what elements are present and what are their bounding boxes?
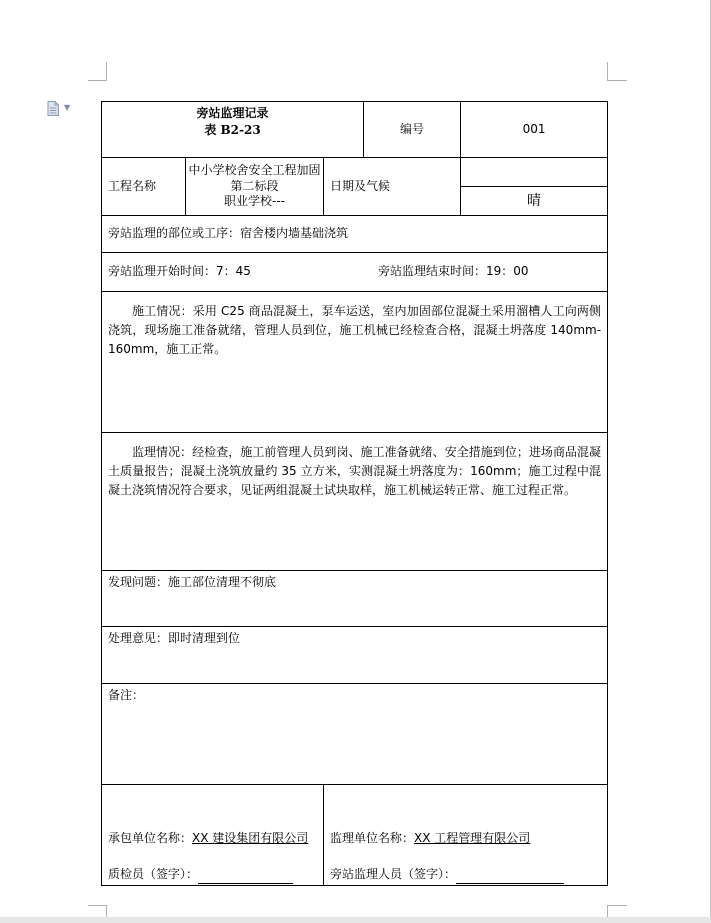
number-label: 编号 xyxy=(364,102,461,158)
date-value xyxy=(461,158,607,186)
crop-mark-br-v xyxy=(607,905,608,917)
supervisor-block xyxy=(324,785,608,886)
issues: 发现问题：施工部位清理不彻底 xyxy=(102,571,608,627)
number-value: 001 xyxy=(461,102,608,158)
part-process: 旁站监理的部位或工序：宿舍楼内墙基础浇筑 xyxy=(102,216,608,253)
handling: 处理意见：即时清理到位 xyxy=(102,627,608,684)
chevron-down-icon[interactable]: ▼ xyxy=(64,103,71,112)
crop-mark-tr-v xyxy=(607,62,608,81)
contractor-line xyxy=(108,829,317,848)
contractor-label: 承包单位名称： xyxy=(108,831,193,845)
date-weather-label: 日期及气候 xyxy=(324,158,461,216)
time-row xyxy=(102,253,608,292)
end-time: 旁站监理结束时间：19：00 xyxy=(378,264,529,279)
construction-status: 施工情况：采用 C25 商品混凝土，泵车运送，室内加固部位混凝土采用溜槽人工向两侧浇筑，现场施工准备就绪，管理人员到位，施工机械已经检查合格，混凝土坍落度 140mm-160mm，施工正常。 xyxy=(102,292,608,433)
project-name xyxy=(186,158,324,216)
qc-line xyxy=(108,865,317,884)
title-main: 旁站监理记录 xyxy=(196,105,269,120)
crop-mark-br-h xyxy=(607,905,627,906)
crop-mark-tr-h xyxy=(607,80,627,81)
supervisor-unit-name: XX 工程管理有限公司 xyxy=(414,831,531,845)
start-time: 旁站监理开始时间：7：45 xyxy=(108,264,251,279)
supervisor-person-label: 旁站监理人员（签字）： xyxy=(330,867,457,881)
crop-mark-bl-v xyxy=(106,905,107,917)
form-title xyxy=(102,102,364,158)
remarks: 备注： xyxy=(102,684,608,785)
weather-value: 晴 xyxy=(461,186,607,215)
date-weather-values xyxy=(461,158,608,216)
project-name-line1: 中小学校舍安全工程加固 xyxy=(188,163,321,178)
project-name-line2: 第二标段 xyxy=(230,178,279,193)
contractor-name: XX 建设集团有限公司 xyxy=(192,831,309,845)
page-gap xyxy=(0,917,711,923)
document-icon[interactable] xyxy=(47,101,59,116)
supervisor-unit-line xyxy=(330,829,601,848)
contractor-block xyxy=(102,785,324,886)
crop-mark-bl-h xyxy=(88,905,107,906)
supervisor-person-line xyxy=(330,865,601,884)
project-label: 工程名称 xyxy=(102,158,186,216)
supervisor-signature-field[interactable] xyxy=(456,872,564,884)
project-name-line3: 职业学校--- xyxy=(224,194,285,209)
supervisor-unit-label: 监理单位名称： xyxy=(330,831,415,845)
crop-mark-tl-v xyxy=(106,62,107,81)
title-code: 表 B2-23 xyxy=(204,122,261,137)
qc-label: 质检员（签字）： xyxy=(108,867,199,881)
crop-mark-tl-h xyxy=(88,80,107,81)
supervision-record-table xyxy=(101,101,608,886)
supervision-status: 监理情况：经检查，施工前管理人员到岗、施工准备就绪、安全措施到位；进场商品混凝土质量报告；混凝土浇筑放量约 35 立方米，实测混凝土坍落度为：160mm；施工过程中混凝土浇筑情况符合要求，见证两组混凝土试块取样，施工机械运转正常、施工过程正常。 xyxy=(102,433,608,571)
qc-signature-field[interactable] xyxy=(198,872,293,884)
